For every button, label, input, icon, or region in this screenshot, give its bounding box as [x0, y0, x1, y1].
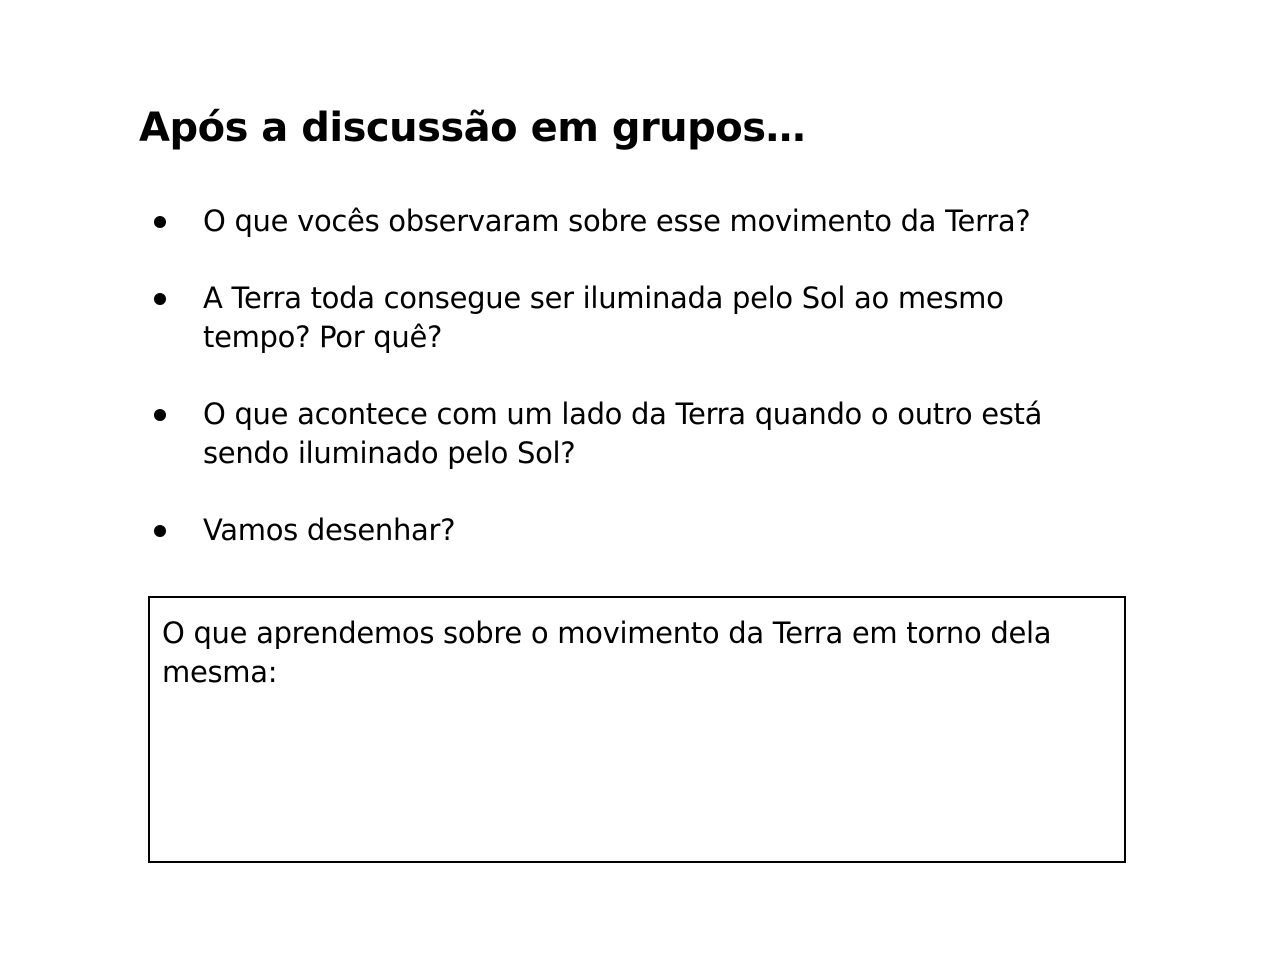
bullet-text: A Terra toda consegue ser iluminada pelo Sol ao mesmo tempo? Por quê?	[203, 281, 1004, 354]
bullet-dot-icon	[154, 293, 166, 305]
bullet-dot-icon	[154, 525, 166, 537]
bullet-text: O que vocês observaram sobre esse movimento da Terra?	[203, 204, 1031, 238]
bullet-item	[150, 279, 1110, 357]
bullet-item	[150, 511, 1110, 550]
slide-title: Após a discussão em grupos…	[139, 105, 806, 151]
bullet-list	[150, 202, 1110, 550]
bullet-item	[150, 202, 1110, 241]
bullet-item	[150, 395, 1110, 473]
answer-box[interactable]	[148, 596, 1126, 863]
bullet-dot-icon	[154, 216, 166, 228]
bullet-text: Vamos desenhar?	[203, 513, 456, 547]
bullet-dot-icon	[154, 409, 166, 421]
bullet-text: O que acontece com um lado da Terra quando o outro está sendo iluminado pelo Sol?	[203, 397, 1043, 470]
answer-prompt: O que aprendemos sobre o movimento da Terra em torno dela mesma:	[162, 616, 1052, 689]
